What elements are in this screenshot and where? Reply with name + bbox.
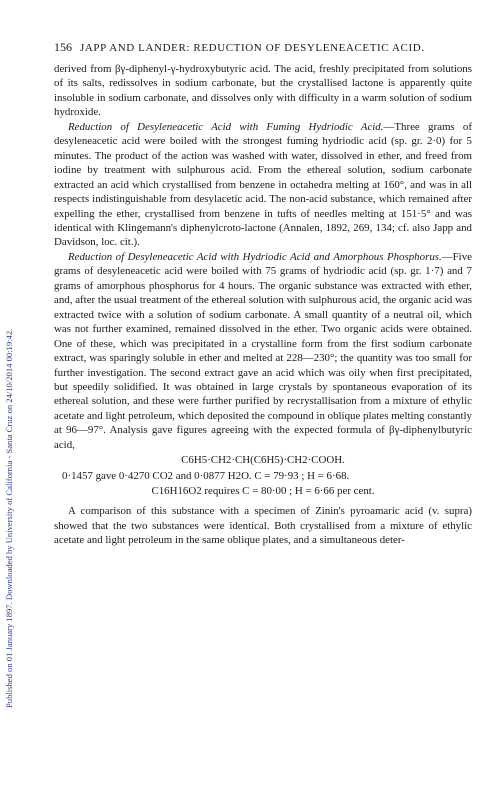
formula-line: C6H5·CH2·CH(C6H5)·CH2·COOH.	[181, 454, 345, 467]
paragraph-3	[54, 250, 472, 452]
paragraph-3-body: —Five grams of desyleneacetic acid were boiled with 75 grams of hydriodic acid (sp. gr. 1·7) and 7 grams of amorphous phosphorus for 4 hours. The organic substance was extracted with ether, and, after the usual treatment of the ethereal solution with sulphurous acid, the organic acid was extracted twice with a solution of sodium carbonate. A small quantity of a neutral oil, which was not further examined, remained dissolved in the ether. Two organic acids were obtained. One of these, which was precipitated in a crystalline form from the first sodium carbonate extract, was sparingly soluble in ether and melted at 228—230°; the quantity was too small for further investigation. The second extract gave an acid which was oily when first precipitated, but speedily solidified. It was obtained in large crystals by spontaneous evaporation of its ethereal solution, and these were further purified by recrystallisation from a mixture of ethylic acetate and light petroleum, which deposited the compound in oblique plates melting constantly at 96—97°. Analysis gave figures agreeing with the expected formula of βγ-diphenylbutyric acid,	[54, 250, 472, 451]
analysis-line: 0·1457 gave 0·4270 CO2 and 0·0877 H2O. C = 79·93 ; H = 6·68.	[62, 469, 350, 482]
page-number: 156	[54, 40, 72, 54]
paragraph-2	[54, 120, 472, 250]
paragraph-4: A comparison of this substance with a specimen of Zinin's pyroamaric acid (v. supra) showed that the two substances were identical. Both crystallised from a mixture of ethylic acetate and light petroleum in the same oblique plates, and a simultaneous deter-	[54, 505, 472, 547]
paragraph-2-body: —Three grams of desyleneacetic acid were boiled with the strongest fuming hydriodic acid (sp. gr. 2·0) for 5 minutes. The product of the action was washed with water, dissolved in ether, and freed from iodine by treatment with sulphurous acid. From the ethereal solution, sodium carbonate extracted an acid which crystallised from benzene in octahedra melting at 160°, and was in all respects indistinguishable from desylacetic acid. The non-acid substance, which remained after expelling the ether, crystallised from benzene in tufts of needles melting at 151·5° and was identical with Klingemann's diphenylcroto-lactone (Annalen, 1892, 269, 134; cf. also Japp and Davidson, loc. cit.).	[54, 120, 472, 249]
running-title: JAPP AND LANDER: REDUCTION OF DESYLENEACETIC ACID.	[80, 42, 425, 54]
page	[54, 40, 472, 548]
side-note	[2, 20, 16, 720]
section-heading-phosphorus: Reduction of Desyleneacetic Acid with Hydriodic Acid and Amorphous Phosphorus.	[68, 250, 442, 263]
section-heading-fuming: Reduction of Desyleneacetic Acid with Fuming Hydriodic Acid.	[68, 120, 384, 133]
paragraph-1: derived from βγ-diphenyl-γ-hydroxybutyric acid. The acid, freshly precipitated from solutions of its salts, redissolves in sodium carbonate, but the crystallised lactone is apparently quite insoluble in sodium carbonate, and dissolves only with difficulty in a warm solution of sodium hydroxide.	[54, 63, 472, 119]
requires-line: C16H16O2 requires C = 80·00 ; H = 6·66 per cent.	[151, 485, 375, 498]
body-text	[54, 62, 472, 548]
side-note-text: Published on 01 January 1897. Downloaded by University of California - Santa Cruz on 24/10/2014 00:19:42.	[4, 328, 14, 708]
running-head	[54, 40, 472, 55]
